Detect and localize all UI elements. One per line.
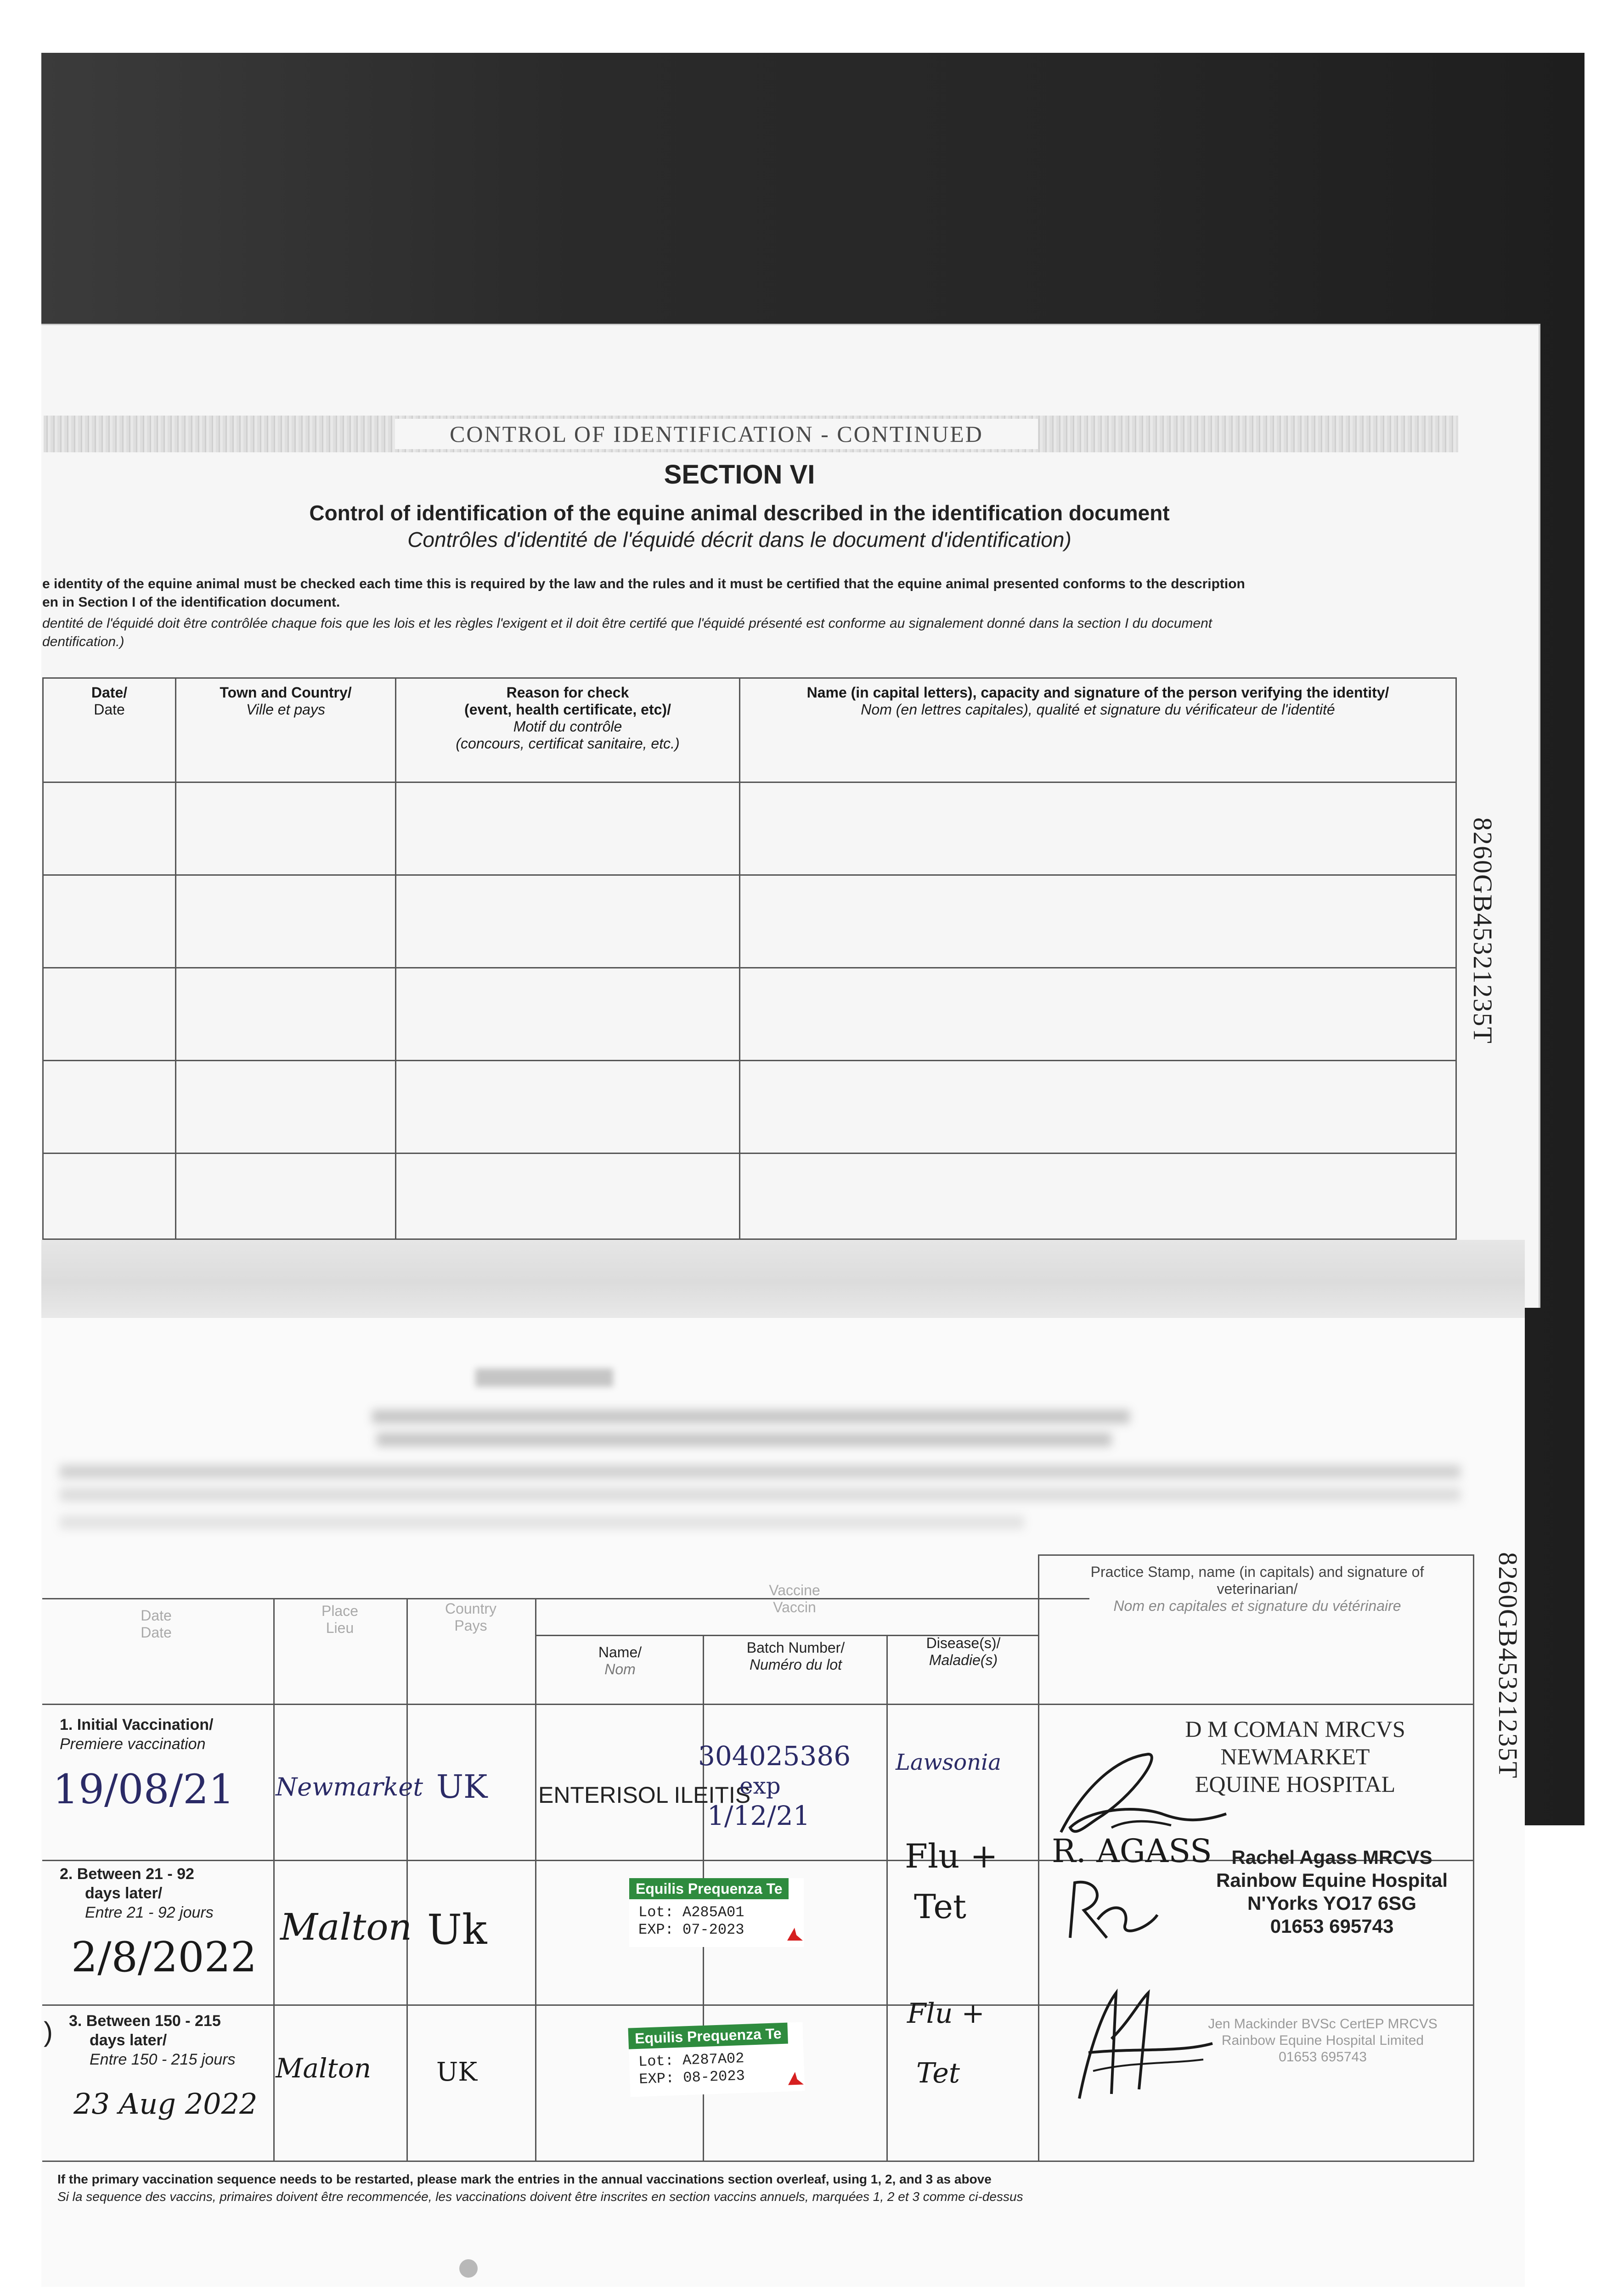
row1-label [60, 1715, 213, 1754]
row2-label-en1: 2. Between 21 - 92 [60, 1865, 194, 1883]
col-name-en: Name/ [598, 1644, 642, 1660]
row2-vaccine-sticker [629, 1878, 804, 1947]
blurred-line [372, 1410, 1130, 1424]
row2-sticker-exp: EXP: 07-2023 [638, 1921, 744, 1938]
row1-stamp [1167, 1715, 1424, 1798]
col-vaccine-fr: Vaccin [773, 1599, 816, 1615]
row3-label-fr: Entre 150 - 215 jours [90, 2051, 236, 2068]
col-date-fr: Date [94, 701, 125, 718]
col-date-en: Date [141, 1607, 172, 1624]
col-country-header [418, 1600, 524, 1634]
identity-check-table [42, 677, 1457, 1240]
row2-stamp-3: N'Yorks YO17 6SG [1247, 1892, 1416, 1914]
col-place-header [294, 1603, 386, 1637]
col-reason-en1: Reason for check [506, 684, 629, 701]
row1-place: Newmarket [276, 1773, 423, 1801]
row3-disease-1: Flu + [907, 1998, 985, 2030]
row3-vaccine-sticker [628, 2022, 805, 2097]
row1-stamp-1: D M COMAN MRCVS [1185, 1716, 1405, 1742]
row2-sticker-lot [638, 1904, 744, 1939]
col-name-header [740, 678, 1456, 782]
blurred-line [377, 1433, 1111, 1446]
col-place-en: Place [321, 1603, 359, 1619]
row3-label-en2: days later/ [90, 2032, 167, 2049]
row1-disease: Lawsonia [896, 1750, 1001, 1775]
row1-stamp-3: EQUINE HOSPITAL [1195, 1771, 1396, 1797]
row3-sticker-lot [638, 2050, 745, 2088]
row3-sticker-brand: Equilis Prequenza Te [628, 2023, 788, 2049]
passport-id-upper: 8260GB45321235T [1468, 817, 1498, 1044]
col-name-header [540, 1644, 700, 1678]
col-reason-fr1: Motif du contrôle [513, 718, 622, 735]
row1-country: UK [436, 1768, 488, 1806]
row1-label-fr: Premiere vaccination [60, 1735, 206, 1753]
col-name-fr: Nom (en lettres capitales), qualité et signature du vérificateur de l'identité [861, 701, 1335, 718]
row3-sticker-lot-no: Lot: A287A02 [638, 2049, 745, 2071]
row2-disease-1: Flu + [905, 1837, 998, 1875]
col-stamp-en1: Practice Stamp, name (in capitals) and signature of [1090, 1564, 1424, 1580]
col-town-en: Town and Country/ [220, 684, 352, 701]
row2-sticker-lot-no: Lot: A285A01 [638, 1904, 744, 1921]
row2-vet-name: R. AGASS [1052, 1832, 1212, 1870]
intro-en-line2: en in Section I of the identification document. [42, 595, 340, 610]
row2-date: 2/8/2022 [71, 1933, 257, 1981]
row2-stamp [1203, 1846, 1460, 1938]
row2-label [60, 1864, 214, 1922]
row3-stamp [1185, 2016, 1460, 2065]
col-date-en: Date/ [91, 684, 128, 701]
table-row [43, 1061, 1456, 1154]
col-disease-header [891, 1635, 1036, 1669]
row1-vaccine-name: ENTERISOL ILEITIS [538, 1782, 751, 1808]
col-stamp-header [1045, 1564, 1470, 1615]
row2-label-en2: days later/ [85, 1885, 163, 1902]
col-reason-fr2: (concours, certificat sanitaire, etc.) [456, 735, 680, 752]
col-place-fr: Lieu [326, 1620, 354, 1636]
row2-signature [1056, 1874, 1162, 1947]
col-town-header [176, 678, 396, 782]
col-disease-en: Disease(s)/ [926, 1635, 1001, 1651]
row2-stamp-4: 01653 695743 [1270, 1915, 1394, 1937]
table-row [43, 875, 1456, 968]
col-country-en: Country [445, 1600, 497, 1617]
col-stamp-en2: veterinarian/ [1217, 1581, 1298, 1597]
row2-sticker-brand: Equilis Prequenza Te [629, 1878, 789, 1899]
row2-disease-2: Tet [914, 1887, 966, 1926]
col-stamp-fr: Nom en capitales et signature du vétérinaire [1113, 1598, 1401, 1614]
row2-place: Malton [280, 1906, 412, 1948]
row3-sticker-exp: EXP: 08-2023 [638, 2067, 745, 2088]
bracket-mark: ) [44, 2016, 53, 2047]
blurred-line [60, 1515, 1024, 1529]
red-mark-icon [786, 2070, 805, 2087]
col-batch-en: Batch Number/ [746, 1639, 845, 1656]
col-batch-header [707, 1639, 884, 1673]
col-batch-fr: Numéro du lot [750, 1656, 842, 1673]
row3-country: UK [436, 2057, 478, 2087]
row2-stamp-2: Rainbow Equine Hospital [1216, 1869, 1448, 1891]
red-mark-icon [785, 1926, 804, 1942]
col-town-fr: Ville et pays [246, 701, 325, 718]
row1-label-en: 1. Initial Vaccination/ [60, 1716, 214, 1733]
row2-stamp-1: Rachel Agass MRCVS [1231, 1846, 1432, 1868]
intro-fr-line1: dentité de l'équidé doit être contrôlée chaque fois que les lois et les règles l'exigent et il doit être certifé que l'équidé présenté est conforme au signalement donné dans la section I du document [42, 616, 1212, 631]
row3-disease-2: Tet [916, 2057, 960, 2089]
blurred-section-heading [475, 1368, 613, 1387]
footer-note-en: If the primary vaccination sequence needs to be restarted, please mark the entries in the annual vaccinations section overleaf, using 1, 2, and 3 as above [57, 2172, 992, 2186]
col-vaccine-header [689, 1582, 900, 1616]
row2-label-fr: Entre 21 - 92 jours [85, 1904, 214, 1921]
header-banner: CONTROL OF IDENTIFICATION - CONTINUED [395, 419, 1038, 449]
col-name-en: Name (in capital letters), capacity and signature of the person verifying the identity/ [806, 684, 1389, 701]
col-reason-en2: (event, health certificate, etc)/ [464, 701, 671, 718]
row3-date: 23 Aug 2022 [73, 2087, 258, 2121]
footer-note-fr: Si la sequence des vaccins, primaires doivent être recommencée, les vaccinations doivent être inscrites en section vaccins annuels, marquées 1, 2 et 3 comme ci-dessus [57, 2189, 1023, 2204]
intro-en-line1: e identity of the equine animal must be checked each time this is required by the law and the rules and it must be certified that the equine animal presented conforms to the description [42, 576, 1245, 591]
blurred-line [60, 1488, 1460, 1502]
section-subtitle-fr: Contrôles d'identité de l'équidé décrit dans le document d'identification) [407, 528, 1071, 551]
row1-batch-3: 1/12/21 [707, 1800, 810, 1831]
table-row [43, 782, 1456, 875]
col-date-fr: Date [141, 1624, 172, 1641]
table-header-row [43, 678, 1456, 782]
col-name-fr: Nom [604, 1661, 636, 1677]
blurred-line [60, 1465, 1460, 1479]
section-subtitle-en: Control of identification of the equine animal described in the identification document [309, 501, 1170, 525]
row3-stamp-2: Rainbow Equine Hospital Limited [1221, 2033, 1424, 2048]
row1-batch-2: exp [739, 1773, 781, 1799]
col-date-header [43, 678, 176, 782]
row2-country: Uk [427, 1906, 487, 1954]
row3-label-en1: 3. Between 150 - 215 [69, 2012, 221, 2030]
row3-stamp-3: 01653 695743 [1279, 2049, 1367, 2065]
intro-fr-line2: dentification.) [42, 634, 124, 649]
col-reason-header [396, 678, 740, 782]
row1-stamp-2: NEWMARKET [1220, 1744, 1370, 1769]
punch-hole [459, 2259, 478, 2278]
row1-date: 19/08/21 [53, 1766, 235, 1813]
col-vaccine-en: Vaccine [769, 1582, 820, 1598]
section-title: SECTION VI [664, 460, 815, 490]
passport-id-lower: 8260GB45321235T [1493, 1552, 1523, 1779]
col-date-header [115, 1607, 197, 1641]
table-row [43, 1154, 1456, 1239]
col-country-fr: Pays [454, 1617, 487, 1634]
row1-batch-1: 304025386 [698, 1740, 851, 1772]
row3-place: Malton [276, 2053, 372, 2084]
col-disease-fr: Maladie(s) [929, 1652, 998, 1668]
row3-stamp-1: Jen Mackinder BVSc CertEP MRCVS [1208, 2016, 1438, 2032]
row3-label [69, 2011, 236, 2069]
table-row [43, 968, 1456, 1061]
